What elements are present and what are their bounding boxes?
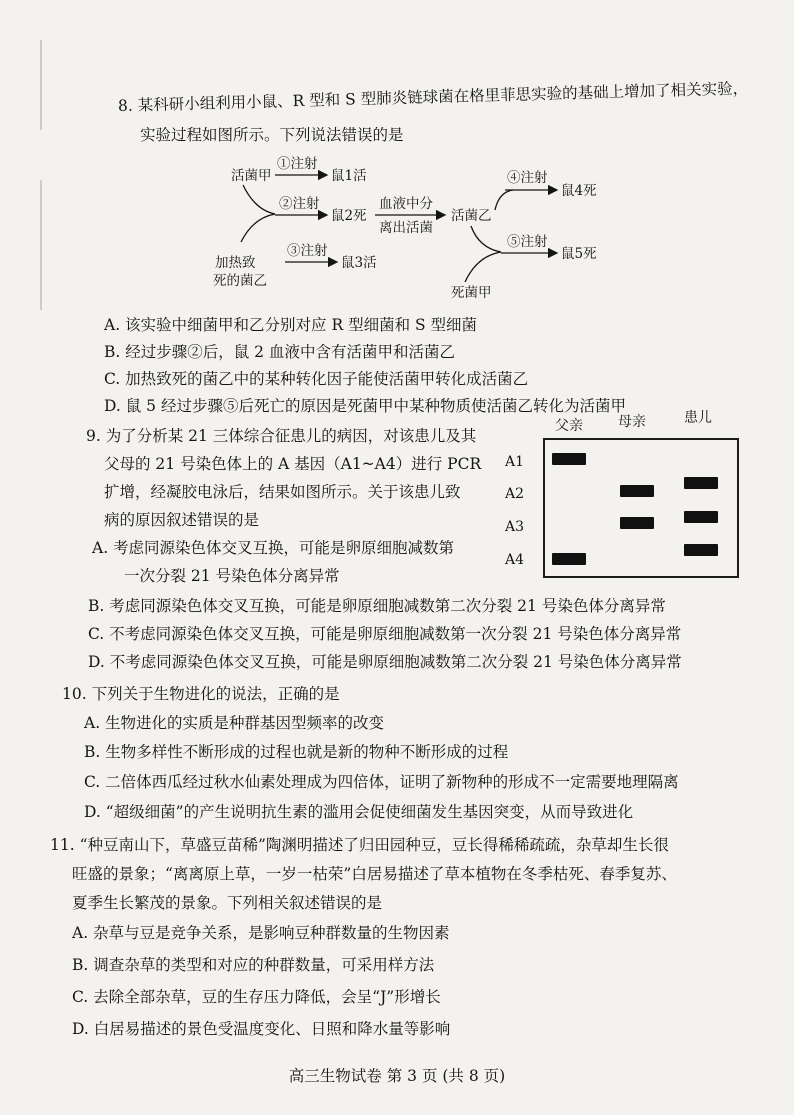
q11-stem-line2: 旺盛的景象；“离离原上草，一岁一枯荣”白居易描述了草本植物在冬季枯死、春季复苏、 [72, 865, 677, 883]
gel-header-father: 父亲 [555, 418, 583, 434]
branch-curve-step5-lower [465, 252, 501, 282]
q9-option-a-line1: A. 考虑同源染色体交叉互换，可能是卵原细胞减数第 [92, 539, 455, 557]
mouse1-label: 鼠1活 [331, 168, 367, 184]
q8-experiment-diagram [195, 152, 615, 312]
heat-killed-label-line2: 死的菌乙 [213, 273, 267, 289]
q10-option-d: D. “超级细菌”的产生说明抗生素的滥用会促使细菌发生基因突变，从而导致进化 [84, 803, 634, 821]
left-binding-mark [40, 180, 42, 310]
q9-stem-line3: 扩增，经凝胶电泳后，结果如图所示。关于该患儿致 [104, 483, 461, 501]
q10-option-a: A. 生物进化的实质是种群基因型频率的改变 [84, 714, 385, 732]
q9-option-c: C. 不考虑同源染色体交叉互换，可能是卵原细胞减数第一次分裂 21 号染色体分离异常 [88, 625, 682, 643]
gel-row-label-a2: A2 [505, 486, 525, 502]
branch-curve-step5-upper [471, 226, 501, 252]
band-child-a4 [684, 544, 718, 556]
q10-option-c: C. 二倍体西瓜经过秋水仙素处理成为四倍体，证明了新物种的形成不一定需要地理隔离 [84, 773, 679, 791]
gel-header-mother: 母亲 [618, 414, 646, 430]
q9-option-b: B. 考虑同源染色体交叉互换，可能是卵原细胞减数第二次分裂 21 号染色体分离异常 [88, 597, 666, 615]
q11-stem-line1: 11. “种豆南山下，草盛豆苗稀”陶渊明描述了归田园种豆，豆长得稀稀疏疏，杂草却生长很 [50, 836, 669, 854]
step3-label: ③注射 [287, 243, 328, 259]
mouse5-label: 鼠5死 [561, 246, 597, 262]
q9-stem-line4: 病的原因叙述错误的是 [104, 511, 260, 529]
page-footer: 高三生物试卷 第 3 页 (共 8 页) [288, 1067, 506, 1085]
dead-bacterium-a-label: 死菌甲 [451, 285, 492, 301]
q11-option-d: D. 白居易描述的景色受温度变化、日照和降水量等影响 [72, 1020, 451, 1038]
band-mother-a3 [620, 517, 654, 529]
q9-stem-line1: 9. 为了分析某 21 三体综合征患儿的病因，对该患儿及其 [86, 427, 477, 445]
step2-label: ②注射 [279, 196, 320, 212]
band-child-a2 [684, 477, 718, 489]
band-father-a1 [552, 453, 586, 465]
mouse4-label: 鼠4死 [561, 183, 597, 199]
q11-option-c: C. 去除全部杂草，豆的生存压力降低，会呈“J”形增长 [72, 988, 441, 1006]
band-child-a3 [684, 511, 718, 523]
q11-option-b: B. 调查杂草的类型和对应的种群数量，可采用样方法 [72, 956, 435, 974]
q8-option-b: B. 经过步骤②后，鼠 2 血液中含有活菌甲和活菌乙 [104, 343, 455, 361]
q9-stem-line2: 父母的 21 号染色体上的 A 基因（A1~A4）进行 PCR [104, 455, 482, 473]
q10-stem: 10. 下列关于生物进化的说法，正确的是 [62, 685, 340, 703]
branch-curve-step4 [495, 190, 513, 210]
gel-row-label-a3: A3 [505, 519, 525, 535]
q9-option-a-line2: 一次分裂 21 号染色体分离异常 [124, 567, 340, 585]
gel-header-child: 患儿 [684, 410, 712, 426]
q8-option-d: D. 鼠 5 经过步骤⑤后死亡的原因是死菌甲中某种物质使活菌乙转化为活菌甲 [104, 397, 626, 415]
left-binding-mark [40, 40, 42, 130]
bacterium-b-label: 活菌乙 [451, 208, 492, 224]
branch-curve-lower [241, 214, 275, 242]
q8-option-c: C. 加热致死的菌乙中的某种转化因子能使活菌甲转化成活菌乙 [104, 370, 529, 388]
gel-row-label-a1: A1 [505, 454, 525, 470]
q11-option-a: A. 杂草与豆是竞争关系，是影响豆种群数量的生物因素 [72, 924, 450, 942]
q10-option-b: B. 生物多样性不断形成的过程也就是新的物种不断形成的过程 [84, 743, 509, 761]
q8-stem-line1: 8. 某科研小组利用小鼠、R 型和 S 型肺炎链球菌在格里菲思实验的基础上增加了相关实验， [117, 79, 749, 115]
mouse3-label: 鼠3活 [341, 255, 377, 271]
band-father-a4 [552, 553, 586, 565]
bacterium-a-label: 活菌甲 [231, 168, 272, 184]
step5-label: ⑤注射 [507, 234, 548, 250]
heat-killed-label-line1: 加热致 [215, 255, 256, 271]
gel-row-label-a4: A4 [505, 552, 525, 568]
q8-stem-line2: 实验过程如图所示。下列说法错误的是 [140, 126, 404, 144]
separation-label-line1: 血液中分 [379, 196, 433, 212]
q11-stem-line3: 夏季生长繁茂的景象。下列相关叙述错误的是 [72, 894, 383, 912]
gel-electrophoresis-box [543, 438, 739, 578]
mouse2-label: 鼠2死 [331, 208, 367, 224]
step4-label: ④注射 [507, 170, 548, 186]
branch-curve-upper [243, 185, 275, 214]
separation-label-line2: 离出活菌 [379, 220, 433, 236]
q8-option-a: A. 该实验中细菌甲和乙分别对应 R 型细菌和 S 型细菌 [104, 316, 478, 334]
band-mother-a2 [620, 485, 654, 497]
q9-option-d: D. 不考虑同源染色体交叉互换，可能是卵原细胞减数第二次分裂 21 号染色体分离异常 [88, 653, 682, 671]
step1-label: ①注射 [277, 156, 318, 172]
